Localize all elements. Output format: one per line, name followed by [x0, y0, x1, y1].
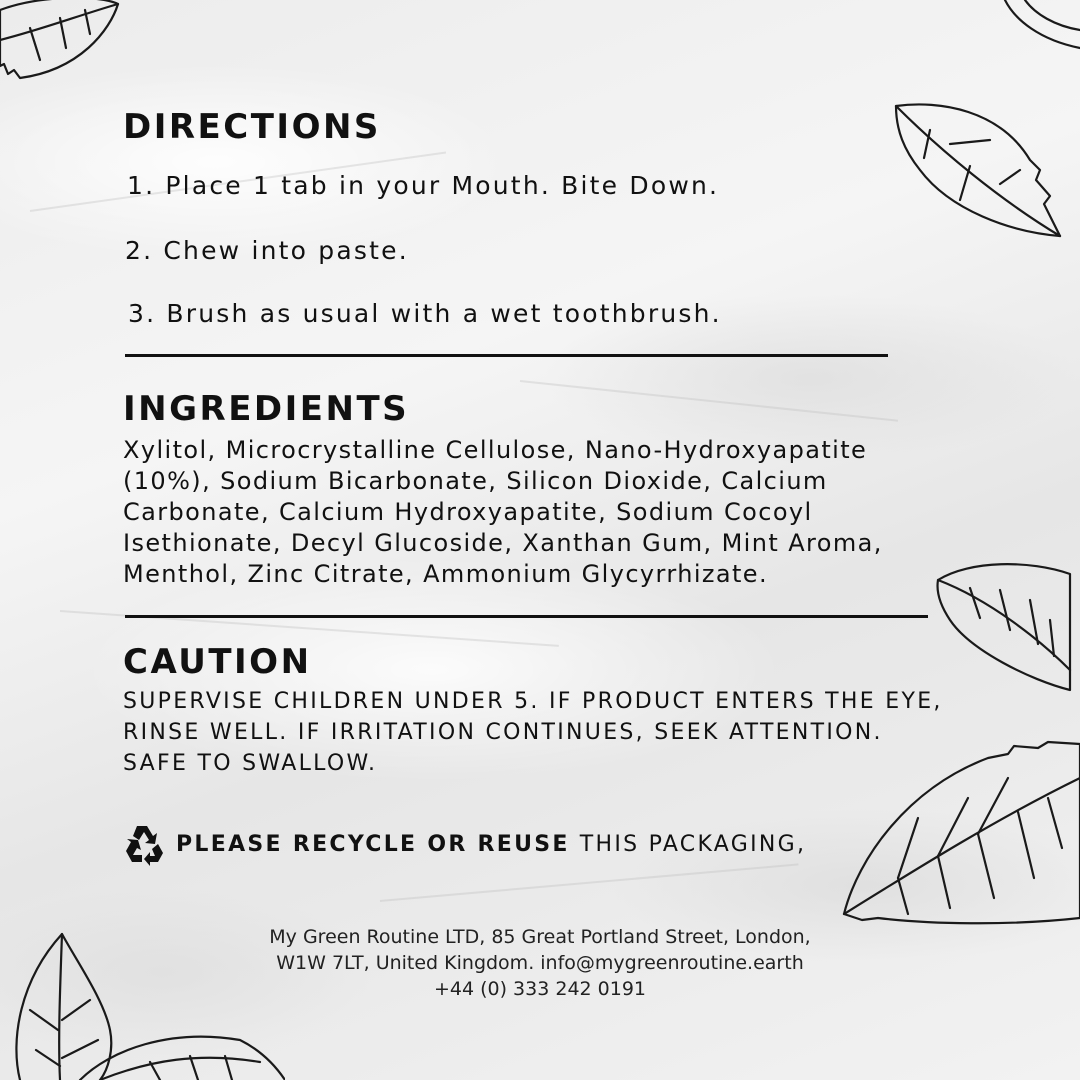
ingredients-heading: INGREDIENTS — [123, 389, 410, 429]
ingredients-line: Carbonate, Calcium Hydroxyapatite, Sodium Cocoyl — [123, 498, 813, 526]
direction-step-2: 2. Chew into paste. — [125, 236, 409, 265]
direction-step-1: 1. Place 1 tab in your Mouth. Bite Down. — [127, 171, 720, 200]
ingredients-line: Isethionate, Decyl Glucoside, Xanthan Gum, Mint Aroma, — [123, 529, 883, 557]
recycle-regular-text: THIS PACKAGING, — [579, 831, 807, 857]
leaf-icon-top-right-corner — [995, 0, 1080, 55]
caution-line: RINSE WELL. IF IRRITATION CONTINUES, SEEK ATTENTION. — [123, 720, 883, 745]
recycle-notice — [122, 822, 806, 866]
section-divider — [125, 354, 888, 357]
caution-line: SUPERVISE CHILDREN UNDER 5. IF PRODUCT ENTERS THE EYE, — [123, 689, 943, 714]
direction-step-3: 3. Brush as usual with a wet toothbrush. — [128, 299, 722, 328]
paper-crease — [380, 863, 799, 902]
footer-phone: +44 (0) 333 242 0191 — [433, 978, 647, 1000]
caution-text — [123, 686, 1003, 779]
ingredients-list — [123, 435, 1003, 590]
paper-crease — [520, 380, 898, 422]
section-divider — [125, 615, 928, 618]
recycle-bold-text: PLEASE RECYCLE OR REUSE — [176, 831, 570, 857]
ingredients-line: Xylitol, Microcrystalline Cellulose, Nano-Hydroxyapatite — [123, 436, 868, 464]
leaf-icon-top-left — [0, 0, 130, 90]
caution-line: SAFE TO SWALLOW. — [123, 751, 378, 776]
company-footer — [190, 924, 890, 1002]
directions-heading: DIRECTIONS — [123, 107, 381, 147]
recycle-icon — [122, 822, 166, 866]
caution-heading: CAUTION — [123, 642, 312, 682]
leaf-icon-right-upper — [890, 100, 1065, 245]
ingredients-line: (10%), Sodium Bicarbonate, Silicon Dioxide, Calcium — [123, 467, 828, 495]
ingredients-line: Menthol, Zinc Citrate, Ammonium Glycyrrhizate. — [123, 560, 769, 588]
footer-address-line: My Green Routine LTD, 85 Great Portland Street, London, — [269, 926, 811, 948]
footer-contact-line: W1W 7LT, United Kingdom. info@mygreenroutine.earth — [276, 952, 804, 974]
